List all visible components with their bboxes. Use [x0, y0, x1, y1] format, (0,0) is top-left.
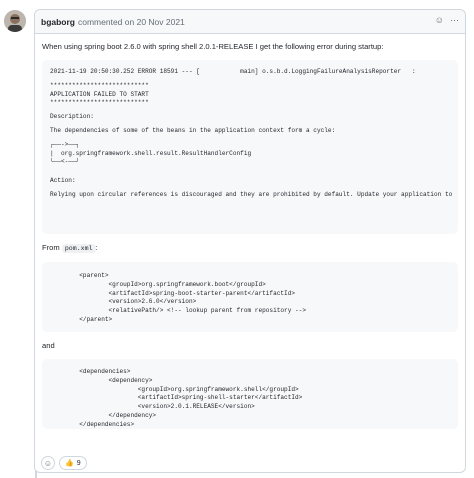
code-line: <artifactId>spring-shell-starter</artifactId>: [50, 394, 303, 402]
from-paragraph: [42, 242, 458, 254]
pom-xml-code: pom.xml: [62, 244, 96, 253]
code-line: ***************************: [50, 99, 149, 107]
code-line: ***************************: [50, 81, 149, 89]
from-suffix: :: [95, 243, 98, 252]
smiley-icon[interactable]: ☺: [434, 15, 444, 25]
reaction-count: 9: [76, 459, 81, 467]
code-line: <groupId>org.springframework.boot</groupId>: [50, 280, 266, 288]
code-line: Relying upon circular references is discouraged and they are prohibited by default. Update your application to: [50, 190, 453, 198]
code-line: Description:: [50, 113, 94, 121]
code-line: | org.springframework.shell.result.ResultHandlerConfig: [50, 149, 252, 157]
code-line: <version>2.0.1.RELEASE</version>: [50, 403, 255, 411]
code-line: <version>2.6.0</version>: [50, 298, 197, 306]
smiley-icon: ☺: [43, 458, 53, 468]
add-reaction-button[interactable]: [41, 456, 55, 470]
code-line: </parent>: [50, 315, 113, 323]
thumbs-up-icon: 👍: [65, 460, 74, 467]
pom-code-block: [42, 262, 458, 332]
code-line: </dependency>: [50, 411, 157, 419]
code-line: <dependencies>: [50, 368, 131, 375]
dependencies-code-block: [42, 359, 458, 429]
comment-body: [35, 34, 465, 429]
comment-header: [35, 10, 465, 34]
code-line: APPLICATION FAILED TO START: [50, 90, 149, 98]
code-line: <parent>: [50, 272, 109, 279]
code-line: <relativePath/> <!-- lookup parent from repository -->: [50, 307, 306, 315]
reactions-bar: [41, 456, 87, 470]
code-line: <artifactId>spring-boot-starter-parent</artifactId>: [50, 289, 296, 297]
avatar-image: [4, 10, 26, 32]
code-line: Action:: [50, 177, 76, 185]
avatar[interactable]: [4, 10, 26, 32]
comment-card: [34, 9, 466, 473]
intro-paragraph: When using spring boot 2.6.0 with spring shell 2.0.1-RELEASE I get the following error during startup:: [42, 42, 384, 51]
code-line: └──<-──┘: [50, 158, 80, 166]
code-line: 2021-11-19 20:50:30.252 ERROR 18591 --- [ main] o.s.b.d.LoggingFailureAnalysisReporter :: [50, 68, 416, 75]
thumbs-up-reaction[interactable]: [59, 456, 87, 470]
comment-timestamp[interactable]: commented on 20 Nov 2021: [78, 16, 185, 27]
kebab-menu-icon[interactable]: ⋯: [450, 15, 459, 25]
and-paragraph: and: [42, 341, 55, 350]
author-link[interactable]: bgaborg: [41, 16, 75, 27]
code-line: The dependencies of some of the beans in the application context form a cycle:: [50, 126, 336, 134]
code-line: </dependencies>: [50, 420, 135, 428]
code-line: <dependency>: [50, 376, 153, 384]
from-prefix: From: [42, 243, 60, 252]
code-line: <groupId>org.springframework.shell</groupId>: [50, 385, 299, 393]
code-line: ┌──->──┐: [50, 140, 80, 148]
error-code-block: [42, 60, 458, 234]
